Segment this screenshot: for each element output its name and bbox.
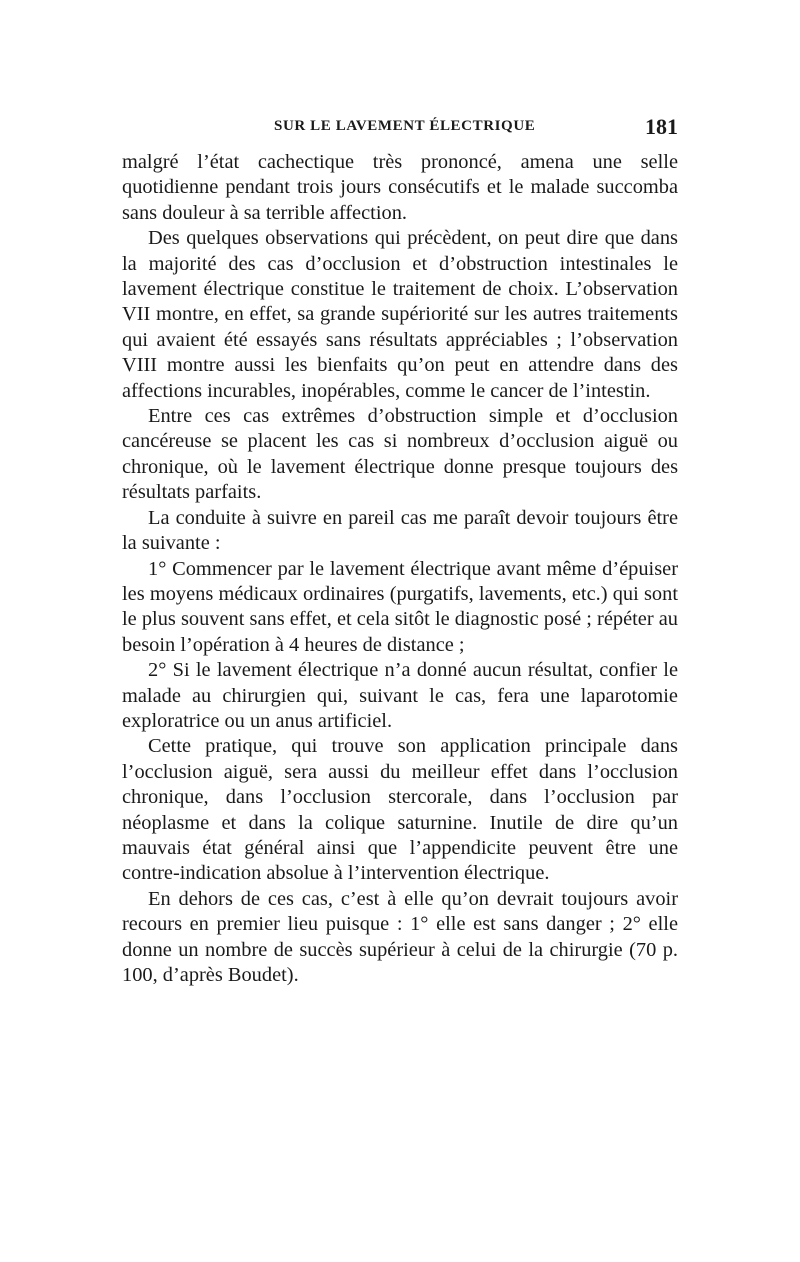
- paragraph-procedure-intro: La conduite à suivre en pareil cas me paraît devoir toujours être la suivante :: [122, 506, 678, 555]
- paragraph-step-two: 2° Si le lavement électrique n’a donné aucun résultat, confier le malade au chirurgien qui, suivant le cas, fera une laparotomie exploratrice ou un anus artificiel.: [122, 659, 678, 732]
- paragraph-practice: Cette pratique, qui trouve son application principale dans l’occlusion aiguë, sera aussi du meilleur effet dans l’occlusion chronique, dans l’occlusion stercorale, dans l’occlusion par néoplasme et dans la colique saturnine. Inutile de dire qu’un mauvais état général ainsi que l’appendicite peuvent être une contre-indication absolue à l’intervention électrique.: [122, 735, 678, 885]
- paragraph-intermediate-cases: Entre ces cas extrêmes d’obstruction simple et d’occlusion cancéreuse se placent les cas si nombreux d’occlusion aiguë ou chronique, où le lavement électrique donne presque toujours des résultats parfaits.: [122, 405, 678, 504]
- paragraph-step-one: 1° Commencer par le lavement électrique avant même d’épuiser les moyens médicaux ordinaires (purgatifs, lavements, etc.) qui sont le plus souvent sans effet, et cela sitôt le diagnostic posé ; répéter au besoin l’opération à 4 heures de distance ;: [122, 557, 678, 656]
- body-text: [122, 150, 678, 988]
- page-number: 181: [645, 114, 678, 139]
- paragraph-conclusions: Des quelques observations qui précèdent, on peut dire que dans la majorité des cas d’occlusion et d’obstruction intestinales le lavement électrique constitue le traitement de choix. L’observation VII montre, en effet, sa grande supériorité sur les autres traitements qui avaient été essayés sans résultats appréciables ; l’observation VIII montre aussi les bienfaits qu’on peut en attendre dans des affections incurables, inopérables, comme le cancer de l’intestin.: [122, 227, 678, 402]
- page-header: [122, 114, 678, 144]
- paragraph-final: En dehors de ces cas, c’est à elle qu’on devrait toujours avoir recours en premier lieu puisque : 1° elle est sans danger ; 2° elle donne un nombre de succès supérieur à celui de la chirurgie (70 p. 100, d’après Boudet).: [122, 887, 678, 986]
- paragraph-continuation: malgré l’état cachectique très prononcé, amena une selle quotidienne pendant trois jours consécutifs et le malade succomba sans douleur à sa terrible affection.: [122, 151, 678, 224]
- running-title: SUR LE LAVEMENT ÉLECTRIQUE: [274, 118, 536, 134]
